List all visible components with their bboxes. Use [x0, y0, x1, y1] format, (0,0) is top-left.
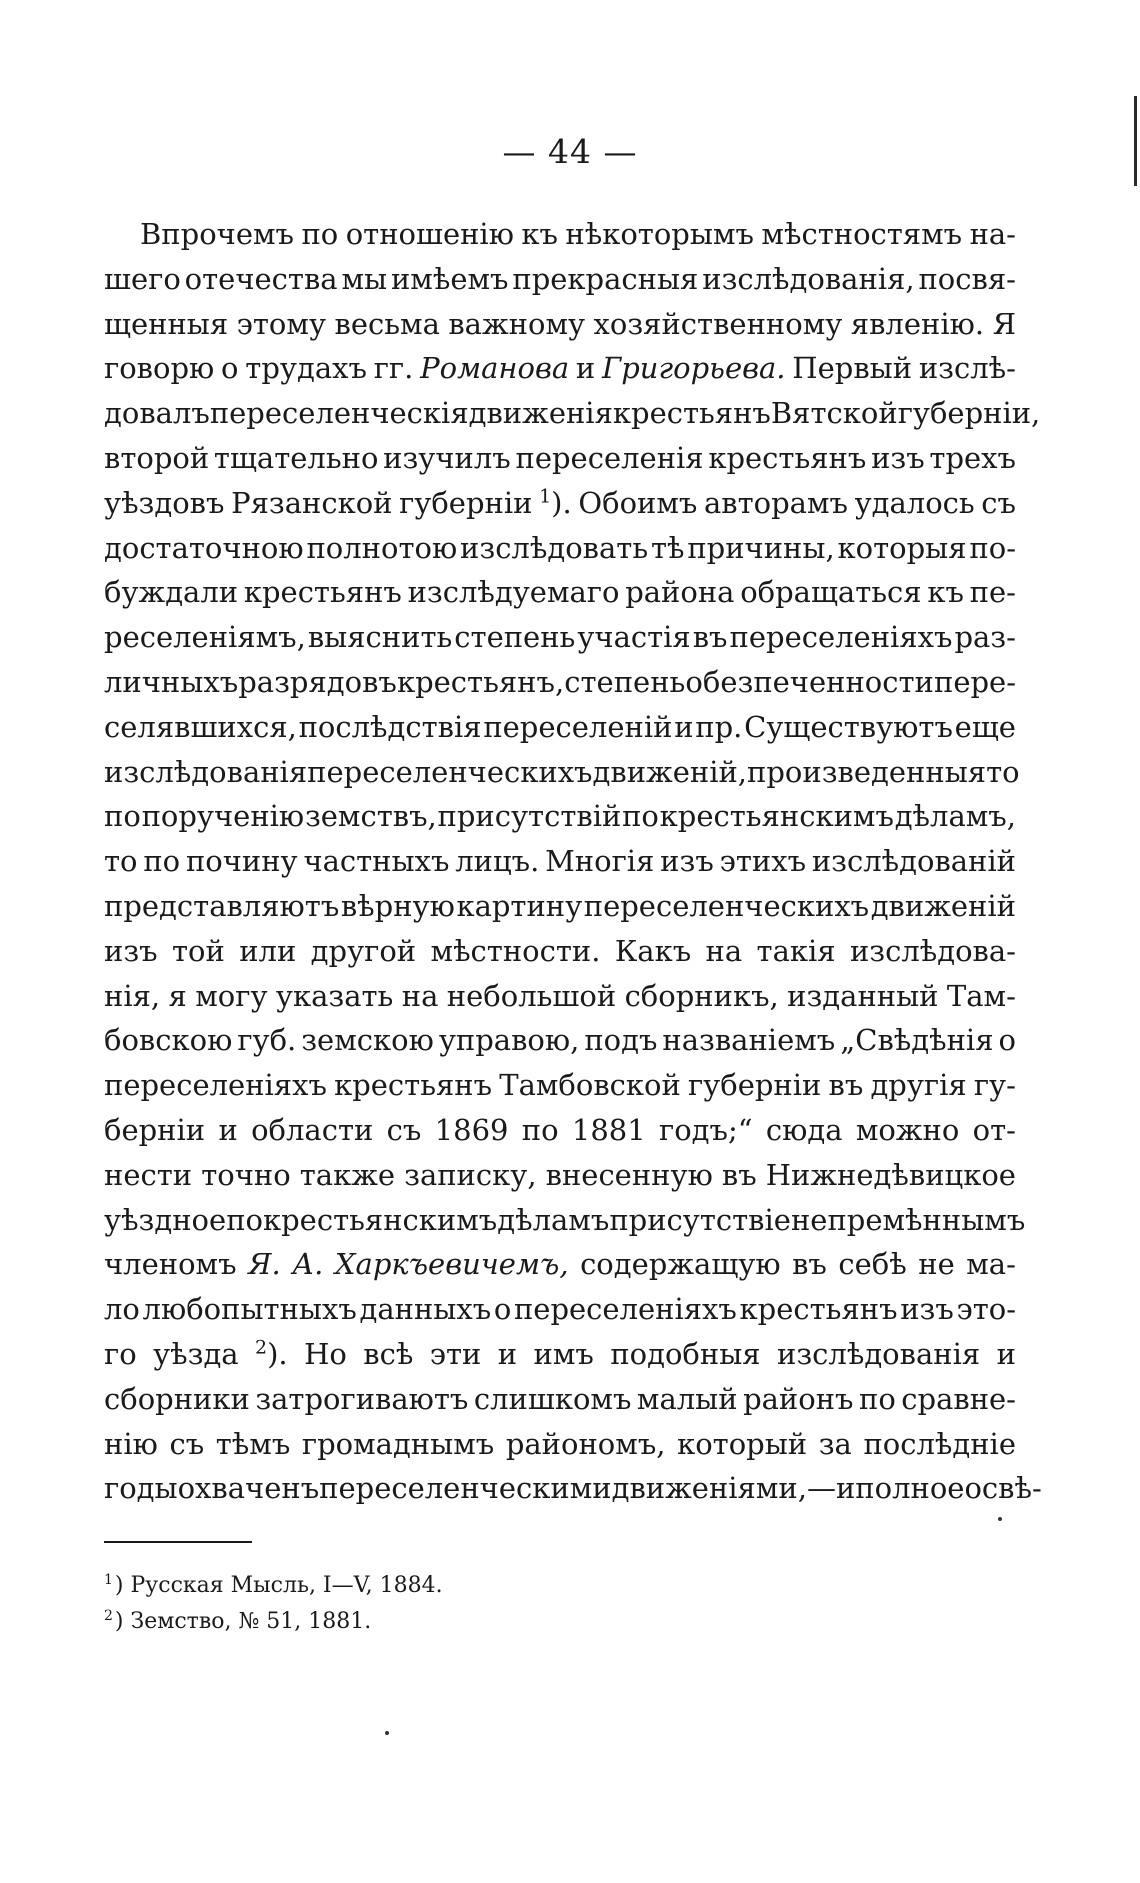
word: участія — [577, 620, 691, 655]
word: достаточною — [104, 530, 304, 565]
word: гг. — [373, 351, 414, 386]
word: —и — [806, 1471, 856, 1506]
text-line — [104, 1063, 1016, 1108]
word: сравне- — [901, 1381, 1016, 1416]
word: раз- — [954, 620, 1016, 655]
word: по- — [969, 530, 1016, 565]
word: лицъ. — [455, 844, 540, 879]
word: нести — [104, 1157, 193, 1192]
word: Какъ — [614, 933, 692, 968]
word: изслѣ- — [918, 351, 1016, 386]
text-line — [104, 302, 1016, 347]
word: по — [622, 799, 659, 834]
word: района — [625, 575, 735, 610]
word: крестьянскимъ — [659, 799, 894, 834]
word: вѣрную — [340, 888, 455, 923]
word: от- — [972, 1112, 1016, 1147]
word: послѣдствія — [298, 709, 482, 744]
word: частныхъ — [303, 844, 450, 879]
word: „Свѣдѣнія — [840, 1023, 994, 1058]
word: Существуютъ — [744, 709, 953, 744]
word: степень — [564, 664, 686, 699]
text-line — [104, 705, 1016, 750]
word: движеній — [870, 888, 1016, 923]
word: Григорьева. — [602, 351, 786, 386]
word: къ — [521, 217, 558, 251]
word: Обоимъ — [578, 485, 698, 520]
word: крестьянъ — [243, 575, 402, 610]
word: названіемъ — [662, 1023, 836, 1058]
word: изслѣдова- — [849, 933, 1016, 968]
word: въ — [792, 1247, 827, 1282]
word: подъ — [584, 1023, 658, 1058]
word: которыя — [837, 530, 967, 565]
word: о — [998, 1023, 1016, 1058]
word: въ — [828, 1068, 864, 1103]
word: себѣ — [838, 1247, 907, 1282]
word: явленію. — [850, 306, 985, 341]
word: буждали — [104, 575, 239, 610]
word: А. — [292, 1247, 324, 1282]
word: Многія — [545, 844, 655, 879]
text-line — [104, 884, 1016, 929]
word: въ — [721, 1157, 757, 1192]
word: степень — [454, 620, 576, 655]
word: громаднымъ — [301, 1426, 495, 1461]
word: крестьянъ — [708, 440, 867, 475]
word: присутствіе — [609, 1202, 791, 1237]
text-line — [104, 526, 1016, 571]
word: отношенію — [345, 217, 514, 251]
word: такія — [756, 933, 836, 968]
word: Первый — [792, 351, 913, 386]
word: и — [575, 351, 596, 386]
word: переселенческихъ — [307, 754, 593, 789]
word: изслѣдованія — [104, 754, 308, 789]
word: пере- — [933, 664, 1016, 699]
text-line — [104, 794, 1016, 839]
text-line — [104, 1422, 1016, 1467]
word: также — [299, 1157, 396, 1192]
word: то — [986, 754, 1020, 789]
word: имѣемъ — [390, 261, 509, 296]
word: переселенческихъ — [583, 888, 870, 923]
footnote-mark: 1 — [104, 1571, 113, 1588]
word: земскою — [301, 1023, 434, 1058]
word: сборникъ, — [624, 978, 779, 1013]
word: личныхъ — [104, 664, 239, 699]
word: области — [251, 1112, 374, 1147]
word: Нижнедѣвицкое — [765, 1157, 1016, 1192]
word: той — [171, 933, 225, 968]
word: то — [104, 844, 138, 879]
word: трудахъ — [245, 351, 367, 386]
footnote-rule — [104, 1541, 252, 1543]
word: полнотою — [306, 530, 458, 565]
word: изслѣдованія, — [702, 261, 915, 296]
word: крестьянскимъ — [262, 1202, 498, 1237]
word: съ — [169, 1426, 205, 1461]
word: земствъ, — [304, 799, 437, 834]
word: $^1$). — [539, 485, 572, 520]
print-speck — [385, 1731, 389, 1735]
word: непремѣннымъ — [790, 1202, 1026, 1237]
word: райономъ, — [505, 1426, 666, 1461]
text-line — [104, 1198, 1026, 1243]
word: указать — [275, 978, 394, 1013]
word: изслѣдованій — [811, 844, 1016, 879]
word: могу — [195, 978, 268, 1013]
word: на — [705, 933, 743, 968]
word: переселенія — [515, 440, 704, 475]
word: крестьянъ — [739, 1292, 898, 1327]
text-line — [104, 1377, 1016, 1422]
word: Романова — [420, 351, 570, 386]
text-line — [104, 391, 1041, 436]
text-line — [104, 1153, 1016, 1198]
word: переселеній — [483, 709, 673, 744]
word: удалось — [854, 485, 975, 520]
word: движенія — [468, 396, 613, 431]
word: довалъ — [104, 396, 210, 431]
word: селявшихся, — [104, 709, 297, 744]
word: уѣзда — [153, 1336, 239, 1371]
word: по — [104, 799, 141, 834]
word: движеній, — [592, 754, 748, 789]
word: годы — [104, 1471, 178, 1506]
text-line — [104, 974, 1016, 1019]
word: авторамъ — [703, 485, 848, 520]
word: на — [401, 978, 439, 1013]
word: изучилъ — [383, 440, 511, 475]
word: по — [858, 1381, 896, 1416]
word: членомъ — [104, 1247, 237, 1282]
word: мѣстностямъ — [761, 217, 963, 251]
word: мы — [341, 261, 388, 296]
text-line — [104, 839, 1016, 884]
word: Тамбовской — [499, 1068, 681, 1103]
word: Там- — [946, 978, 1016, 1013]
word: и — [996, 1336, 1016, 1371]
word: щенныя — [104, 306, 229, 341]
text-line — [104, 481, 1016, 526]
word: важному — [448, 306, 586, 341]
word: затрогиваютъ — [255, 1381, 469, 1416]
word: за — [818, 1426, 852, 1461]
word: отечества — [184, 261, 338, 296]
word: представляютъ — [104, 888, 340, 923]
text-line — [104, 660, 1016, 705]
word: хозяйственному — [593, 306, 843, 341]
word: губерніи, — [897, 396, 1041, 431]
word: губ. — [237, 1023, 297, 1058]
word: прекрасныя — [512, 261, 699, 296]
word: выяснить — [307, 620, 453, 655]
word: послѣдніе — [863, 1426, 1016, 1461]
word: записку, — [404, 1157, 537, 1192]
word: причины, — [687, 530, 835, 565]
text-line — [104, 929, 1016, 974]
footnote-mark: 2 — [104, 1607, 113, 1624]
word: внесенную — [545, 1157, 713, 1192]
word: переселеніяхъ — [104, 1068, 327, 1103]
word: или — [239, 933, 297, 968]
word: переселенческія — [209, 396, 469, 431]
word: всѣ — [363, 1336, 414, 1371]
word: движеніями, — [611, 1471, 807, 1506]
word: тщательно — [213, 440, 379, 475]
word: го — [104, 1336, 137, 1371]
word: въ — [692, 620, 728, 655]
word: посвя- — [918, 261, 1016, 296]
word: о — [221, 351, 239, 386]
word: годъ;“ — [659, 1112, 753, 1147]
word: другой — [310, 933, 417, 968]
text-line — [104, 436, 1016, 481]
word: $^2$). — [255, 1336, 288, 1371]
word: имъ — [533, 1336, 594, 1371]
word: ма- — [966, 1247, 1016, 1282]
word: губерніи — [687, 1068, 822, 1103]
word: переселеніяхъ — [513, 1292, 737, 1327]
word: пе- — [969, 575, 1016, 610]
word: слишкомъ — [473, 1381, 632, 1416]
word: крестьянъ — [612, 396, 771, 431]
word: обезпеченности — [685, 664, 934, 699]
page-number: — 44 — — [502, 132, 638, 171]
word: на- — [969, 217, 1016, 251]
text-line — [104, 346, 1016, 391]
word: управою, — [438, 1023, 580, 1058]
word: о — [493, 1292, 512, 1327]
text-line — [104, 257, 1016, 302]
word: Я. — [248, 1247, 281, 1282]
word: крестьянъ, — [396, 664, 565, 699]
word: изъ — [660, 844, 714, 879]
text-line — [104, 750, 1020, 795]
word: освѣ- — [964, 1471, 1042, 1506]
word: другія — [870, 1068, 967, 1103]
word: изъ — [871, 440, 925, 475]
body-text — [104, 212, 1042, 1511]
word: разрядовъ — [238, 664, 397, 699]
word: данныхъ — [359, 1292, 492, 1327]
word: по — [301, 217, 339, 251]
word: дѣламъ — [497, 1202, 610, 1237]
word: сборники — [104, 1381, 250, 1416]
word: изслѣдуемаго — [407, 575, 620, 610]
word: по — [521, 1112, 559, 1147]
text-line — [104, 1287, 1016, 1332]
word: любопытныхъ — [142, 1292, 357, 1327]
footnotes — [104, 1568, 804, 1640]
word: 1881 — [571, 1112, 646, 1147]
word: къ — [927, 575, 964, 610]
word: переселенческими — [319, 1471, 612, 1506]
text-line — [104, 1332, 1016, 1377]
print-speck — [998, 1517, 1002, 1521]
text-line — [104, 1108, 1016, 1153]
word: присутствій — [437, 799, 622, 834]
word: небольшой — [446, 978, 617, 1013]
word: нію — [104, 1426, 158, 1461]
text-line — [104, 615, 1016, 660]
text-line — [104, 570, 1016, 615]
word: можно — [855, 1112, 960, 1147]
word: Я — [992, 306, 1016, 341]
word: подобныя — [610, 1336, 761, 1371]
word: весьма — [334, 306, 440, 341]
word: охваченъ — [177, 1471, 320, 1506]
word: Харкъевичемъ, — [334, 1247, 569, 1282]
word: крестьянъ — [334, 1068, 493, 1103]
word: дѣламъ, — [894, 799, 1016, 834]
word: тѣмъ — [215, 1426, 291, 1461]
word: этихъ — [719, 844, 807, 879]
word: нѣкоторымъ — [565, 217, 754, 251]
word: это- — [956, 1292, 1016, 1327]
footnote-text: Земство, № 51, 1881. — [130, 1609, 372, 1634]
word: изъ — [104, 933, 158, 968]
word: изданный — [787, 978, 939, 1013]
word: порученію — [141, 799, 305, 834]
word: я — [168, 978, 187, 1013]
word: съ — [386, 1112, 422, 1147]
word: и — [497, 1336, 518, 1371]
word: этому — [236, 306, 327, 341]
word: Но — [304, 1336, 347, 1371]
word: еще — [954, 709, 1016, 744]
text-line — [104, 1242, 1016, 1287]
word: который — [677, 1426, 808, 1461]
word: тѣ — [650, 530, 685, 565]
word: произведенныя — [747, 754, 987, 789]
word: содержащую — [580, 1247, 781, 1282]
word: картину — [456, 888, 583, 923]
text-line — [104, 212, 1016, 257]
word: говорю — [104, 351, 215, 386]
word: Вятской — [770, 396, 898, 431]
word: шего — [104, 261, 181, 296]
text-line — [104, 1018, 1016, 1063]
word: почину — [185, 844, 298, 879]
word: не — [918, 1247, 955, 1282]
word: ло — [104, 1292, 140, 1327]
word: Рязанской — [231, 485, 393, 520]
word: сюда — [765, 1112, 843, 1147]
word: бовскою — [104, 1023, 233, 1058]
word: берніи — [104, 1112, 206, 1147]
word: 1869 — [434, 1112, 509, 1147]
footnote: $^1$) Русская Мысль, I—V, 1884. — [104, 1571, 443, 1598]
word: изслѣдовать — [460, 530, 649, 565]
word: съ — [981, 485, 1016, 520]
word: изъ — [900, 1292, 954, 1327]
word: пр. — [695, 709, 743, 744]
word: обращаться — [740, 575, 922, 610]
word: и — [674, 709, 694, 744]
text-line — [104, 1466, 1042, 1511]
word: точно — [201, 1157, 291, 1192]
word: реселеніямъ, — [104, 620, 306, 655]
word: малый — [636, 1381, 738, 1416]
word: второй — [104, 440, 210, 475]
word: по — [143, 844, 181, 879]
word: нія, — [104, 978, 161, 1013]
word: трехъ — [929, 440, 1016, 475]
word: мѣстности. — [430, 933, 601, 968]
word: районъ — [743, 1381, 854, 1416]
word: эти — [429, 1336, 482, 1371]
word: по — [226, 1202, 263, 1237]
word: изслѣдованія — [777, 1336, 981, 1371]
word: Впрочемъ — [140, 217, 295, 251]
word: уѣздное — [104, 1202, 227, 1237]
word: уѣздовъ — [104, 485, 225, 520]
footnote-text: Русская Мысль, I—V, 1884. — [130, 1573, 443, 1598]
footnote: $^2$) Земство, № 51, 1881. — [104, 1607, 372, 1634]
word: гу- — [973, 1068, 1016, 1103]
word: полное — [855, 1471, 965, 1506]
word: губерніи — [399, 485, 533, 520]
word: и — [218, 1112, 238, 1147]
word: переселеніяхъ — [729, 620, 953, 655]
